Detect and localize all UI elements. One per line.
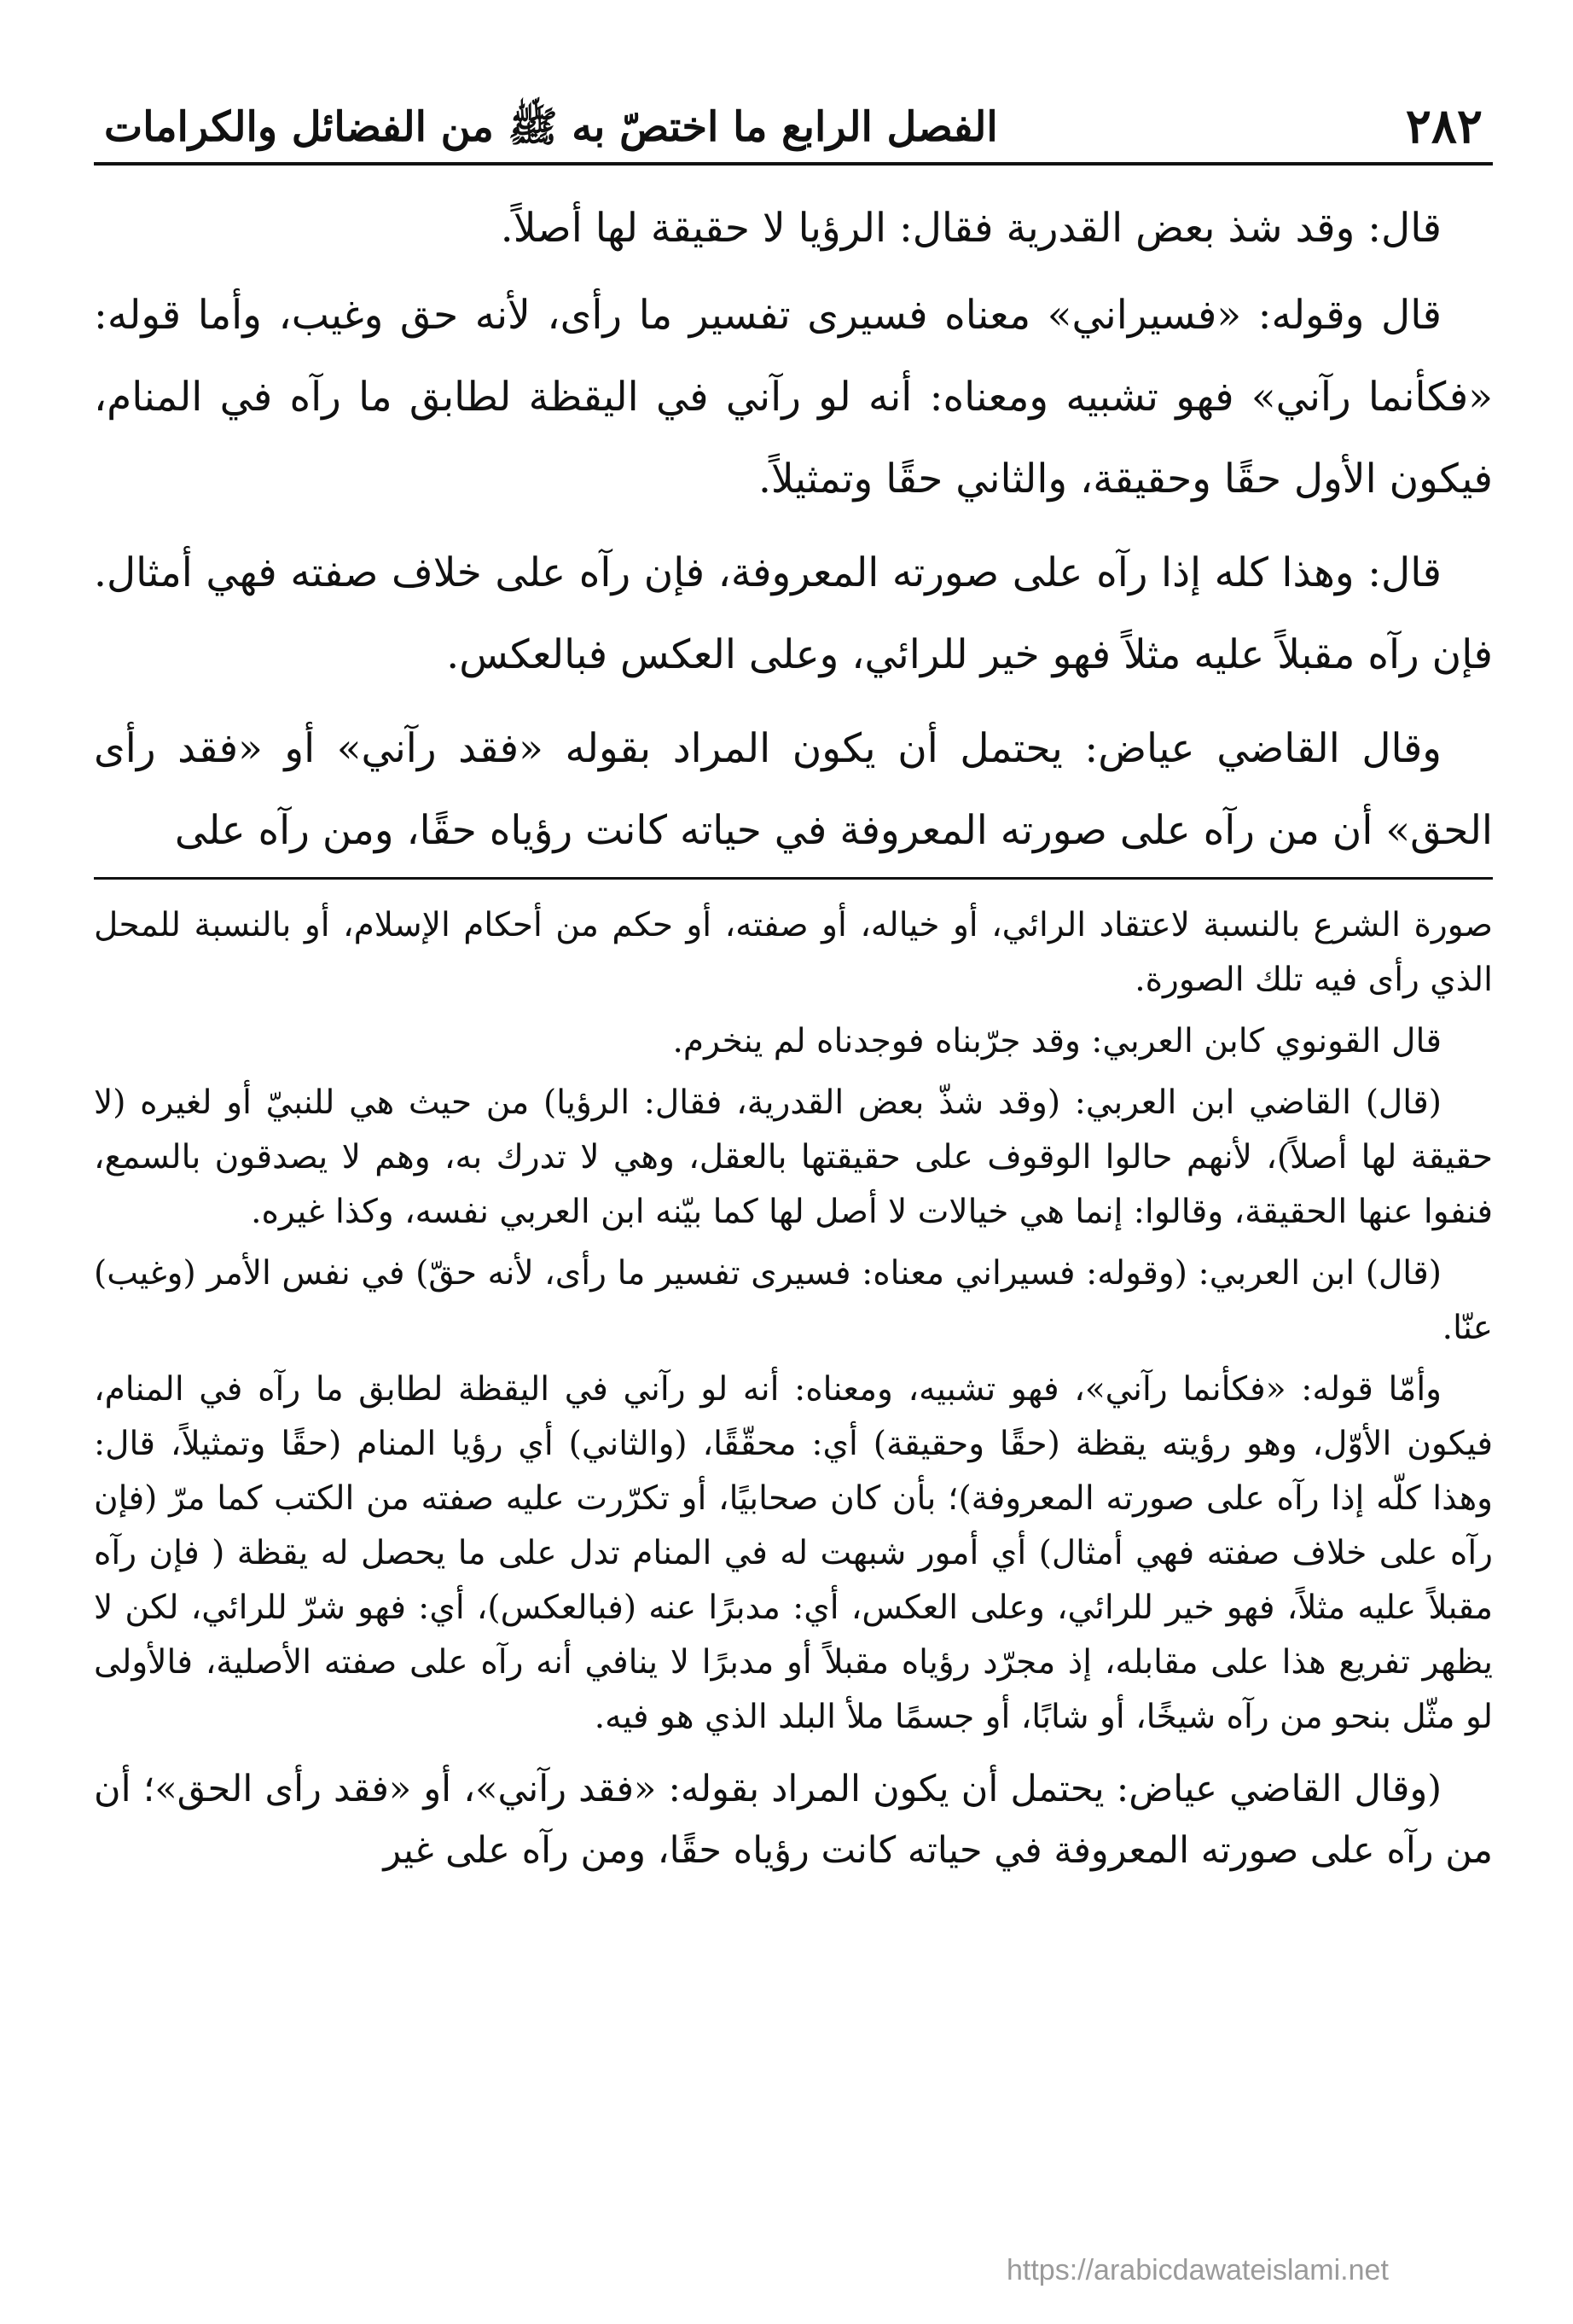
- commentary-paragraph: (قال) القاضي ابن العربي: (وقد شذّ بعض القدرية، فقال: الرؤيا) من حيث هي للنبيّ أو لغيره (لا حقيقة لها أصلاً)، لأنهم حالوا الوقوف على حقيقتها بالعقل، وهي لا تدرك به، وهم لا يصدقون بالسمع، فنفوا عنها الحقيقة، وقالوا: إنما هي خيالات لا أصل لها كما بيّنه ابن العربي نفسه، وكذا غيره.: [94, 1084, 1493, 1231]
- commentary-text: [94, 898, 1493, 1881]
- page-header: [94, 98, 1493, 166]
- section-divider: [94, 877, 1493, 880]
- main-text: [94, 188, 1493, 872]
- running-title: الفصل الرابع ما اختصّ به ﷺ من الفضائل والكرامات: [104, 103, 998, 152]
- commentary-paragraph: قال القونوي كابن العربي: وقد جرّبناه فوجدناه لم ينخرم.: [672, 1022, 1442, 1060]
- main-paragraph: وقال القاضي عياض: يحتمل أن يكون المراد بقوله «فقد رآني» أو «فقد رأى الحق» أن من رآه على صورته المعروفة في حياته كانت رؤياه حقًا، ومن رآه على: [94, 725, 1493, 854]
- commentary-paragraph: صورة الشرع بالنسبة لاعتقاد الرائي، أو خياله، أو صفته، أو حكم من أحكام الإسلام، أو بالنسبة للمحل الذي رأى فيه تلك الصورة.: [94, 906, 1493, 999]
- page-number: ٢٨٢: [1405, 98, 1483, 154]
- watermark-url: https://arabicdawateislami.net: [1007, 2254, 1389, 2286]
- commentary-paragraph: وأمّا قوله: «فكأنما رآني»، فهو تشبيه، ومعناه: أنه لو رآني في اليقظة لطابق ما رآه في المنام، فيكون الأوّل، وهو رؤيته يقظة (حقًا وحقيقة) أي: محقّقًا، (والثاني) أي رؤيا المنام (حقًا وتمثيلاً، قال: وهذا كلّه إذا رآه على صورته المعروفة)؛ بأن كان صحابيًا، أو تكرّرت عليه صفته من الكتب كما مرّ (فإن رآه على خلاف صفته فهي أمثال) أي أمور شبهت له في المنام تدل على ما يحصل له يقظة ( فإن رآه مقبلاً عليه مثلاً، فهو خير للرائي، وعلى العكس، أي: مدبرًا عنه (فبالعكس)، أي: فهو شرّ للرائي، لكن لا يظهر تفريع هذا على مقابله، إذ مجرّد رؤياه مقبلاً أو مدبرًا لا ينافي أنه رآه على صفته الأصلية، فالأولى لو مثّل بنحو من رآه شيخًا، أو شابًا، أو جسمًا ملأ البلد الذي هو فيه.: [94, 1370, 1494, 1736]
- book-page: [94, 98, 1494, 1888]
- main-paragraph: قال: وهذا كله إذا رآه على صورته المعروفة، فإن رآه على خلاف صفته فهي أمثال. فإن رآه مقبلاً عليه مثلاً فهو خير للرائي، وعلى العكس فبالعكس.: [94, 549, 1493, 678]
- main-paragraph: قال وقوله: «فسيراني» معناه فسيرى تفسير ما رأى، لأنه حق وغيب، وأما قوله: «فكأنما رآني» فهو تشبيه ومعناه: أنه لو رآني في اليقظة لطابق ما رآه في المنام، فيكون الأول حقًا وحقيقة، والثاني حقًا وتمثيلاً.: [94, 292, 1493, 503]
- commentary-paragraph: (وقال القاضي عياض: يحتمل أن يكون المراد بقوله: «فقد رآني»، أو «فقد رأى الحق»؛ أن من رآه على صورته المعروفة في حياته كانت رؤياه حقًا، ومن رآه على غير: [94, 1768, 1493, 1872]
- main-paragraph: قال: وقد شذ بعض القدرية فقال: الرؤيا لا حقيقة لها أصلاً.: [500, 205, 1442, 252]
- commentary-paragraph: (قال) ابن العربي: (وقوله: فسيراني معناه: فسيرى تفسير ما رأى، لأنه حقّ) في نفس الأمر (وغيب) عنّا.: [94, 1254, 1493, 1347]
